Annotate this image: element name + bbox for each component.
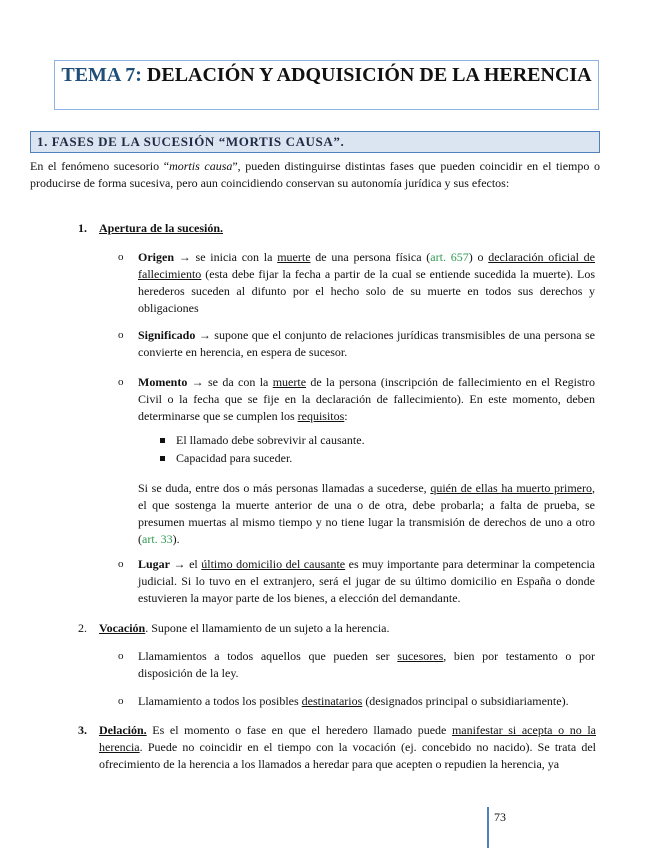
text: Llamamiento a todos los posibles bbox=[138, 694, 302, 708]
momento-label: Momento bbox=[138, 375, 188, 389]
page-number: 73 bbox=[494, 810, 506, 824]
list-number-2: 2. bbox=[78, 621, 87, 635]
text: , bien por testamento o por disposición de la ley. bbox=[138, 649, 595, 680]
article-reference: art. 33 bbox=[142, 532, 173, 546]
text: (designados principal o subsidiariamente). bbox=[362, 694, 569, 708]
underlined-text: último domicilio del causante bbox=[201, 557, 346, 571]
underlined-text: destinatarios bbox=[301, 694, 363, 708]
item-lugar bbox=[138, 556, 595, 607]
arrow: → bbox=[187, 375, 209, 389]
bullet-llamamientos: o bbox=[118, 650, 124, 662]
text: , el que sostenga la muerte anterior de una o de otra, debe probarla; a falta de prueba, se presumen muertas al mismo tiempo y no tiene lugar la transmisión de derechos de uno a otro ( bbox=[138, 481, 595, 546]
list-number-3: 3. bbox=[78, 723, 87, 737]
apertura-label: Apertura de la sucesión. bbox=[99, 221, 223, 235]
bullet-momento: o bbox=[118, 376, 124, 388]
item-llamamientos bbox=[138, 648, 595, 682]
text: supone que el conjunto de relaciones jurídicas transmisibles de una persona se convierte en herencia, en espera de sucesor. bbox=[138, 328, 595, 359]
arrow: → bbox=[195, 328, 215, 342]
item-origen bbox=[138, 249, 595, 317]
arrow: → bbox=[170, 557, 190, 571]
requirement-item: Capacidad para suceder. bbox=[176, 451, 293, 465]
square-bullet bbox=[160, 456, 165, 461]
item-vocacion bbox=[99, 620, 390, 637]
article-reference: art. 657 bbox=[430, 250, 469, 264]
vocacion-label: Vocación bbox=[99, 621, 146, 635]
text: Si se duda, entre dos o más personas llamadas a sucederse, bbox=[138, 481, 431, 495]
title-tema: TEMA 7: bbox=[61, 64, 142, 86]
text: (esta debe fijar la fecha a partir de la cual se entiende sucedida la muerte). Los herederos suceden al difunto por el hecho solo de su muerte en todos sus derechos y obligaciones bbox=[138, 267, 595, 315]
underlined-text: declaración oficial de fallecimiento bbox=[138, 250, 596, 281]
intro-text-a: En el fenómeno sucesorio “ bbox=[30, 159, 170, 173]
bullet-llamamiento: o bbox=[118, 695, 124, 707]
text: . Supone el llamamiento de un sujeto a la herencia. bbox=[145, 621, 390, 635]
intro-italic: mortis causa bbox=[169, 159, 233, 173]
item-significado bbox=[138, 327, 595, 361]
heading-apertura bbox=[99, 220, 223, 237]
origen-label: Origen bbox=[138, 250, 174, 264]
significado-label: Significado bbox=[138, 328, 196, 342]
page-number-rule bbox=[487, 807, 489, 848]
title-text: DELACIÓN Y ADQUISICIÓN DE LA HERENCIA bbox=[141, 64, 592, 86]
list-number-1: 1. bbox=[78, 221, 87, 235]
requirement-item: El llamado debe sobrevivir al causante. bbox=[176, 433, 365, 447]
text: Es el momento o fase en que el heredero llamado puede bbox=[146, 723, 452, 737]
arrow: → bbox=[174, 250, 196, 264]
text: Llamamientos a todos aquellos que pueden ser bbox=[138, 649, 398, 663]
bullet-origen: o bbox=[118, 251, 124, 263]
text: de la persona (inscripción de fallecimiento en el Registro Civil o la fecha que se fije en la declaración de fallecimiento). En este momento, deben determinarse que se cumplen los bbox=[138, 375, 596, 423]
text: el bbox=[189, 557, 202, 571]
underlined-text: manifestar si acepta o no la herencia bbox=[99, 723, 596, 754]
document-title bbox=[54, 60, 599, 110]
underlined-text: requisitos bbox=[297, 409, 345, 423]
item-momento bbox=[138, 374, 595, 425]
text: se inicia con la bbox=[195, 250, 278, 264]
intro-paragraph bbox=[30, 158, 600, 192]
underlined-text: muerte bbox=[277, 250, 311, 264]
bullet-significado: o bbox=[118, 329, 124, 341]
intro-text-c: ”, pueden distinguirse distintas fases que pueden coincidir en el tiempo o producirse de forma sucesiva, pero aun coincidiendo conservan su autonomía jurídica y sus efectos: bbox=[30, 159, 600, 190]
lugar-label: Lugar bbox=[138, 557, 171, 571]
paragraph-conmoriencia bbox=[138, 480, 595, 548]
square-bullet bbox=[160, 438, 165, 443]
item-llamamiento bbox=[138, 693, 598, 710]
text: es muy importante para determinar la competencia judicial. Si lo tuvo en el extranjero, será el jugar de su último domicilio en España o donde estuvieren la mayor parte de los bienes, a elección del demandante. bbox=[138, 557, 595, 605]
text: : bbox=[344, 409, 348, 423]
text: ) o bbox=[468, 250, 489, 264]
text: se da con la bbox=[208, 375, 273, 389]
underlined-text: muerte bbox=[272, 375, 307, 389]
text: ). bbox=[172, 532, 180, 546]
delacion-label: Delación. bbox=[99, 723, 147, 737]
section-heading: 1. FASES DE LA SUCESIÓN “MORTIS CAUSA”. bbox=[30, 131, 600, 153]
underlined-text: quién de ellas ha muerto primero bbox=[430, 481, 592, 495]
underlined-text: sucesores bbox=[397, 649, 444, 663]
text: . Puede no coincidir en el tiempo con la vocación (ej. concebido no nacido). Se trata del ofrecimiento de la herencia a los llamados a heredar para que acepten o repudien la herencia, ya bbox=[99, 740, 596, 771]
item-delacion bbox=[99, 722, 596, 773]
text: de una persona física ( bbox=[310, 250, 431, 264]
bullet-lugar: o bbox=[118, 558, 124, 570]
